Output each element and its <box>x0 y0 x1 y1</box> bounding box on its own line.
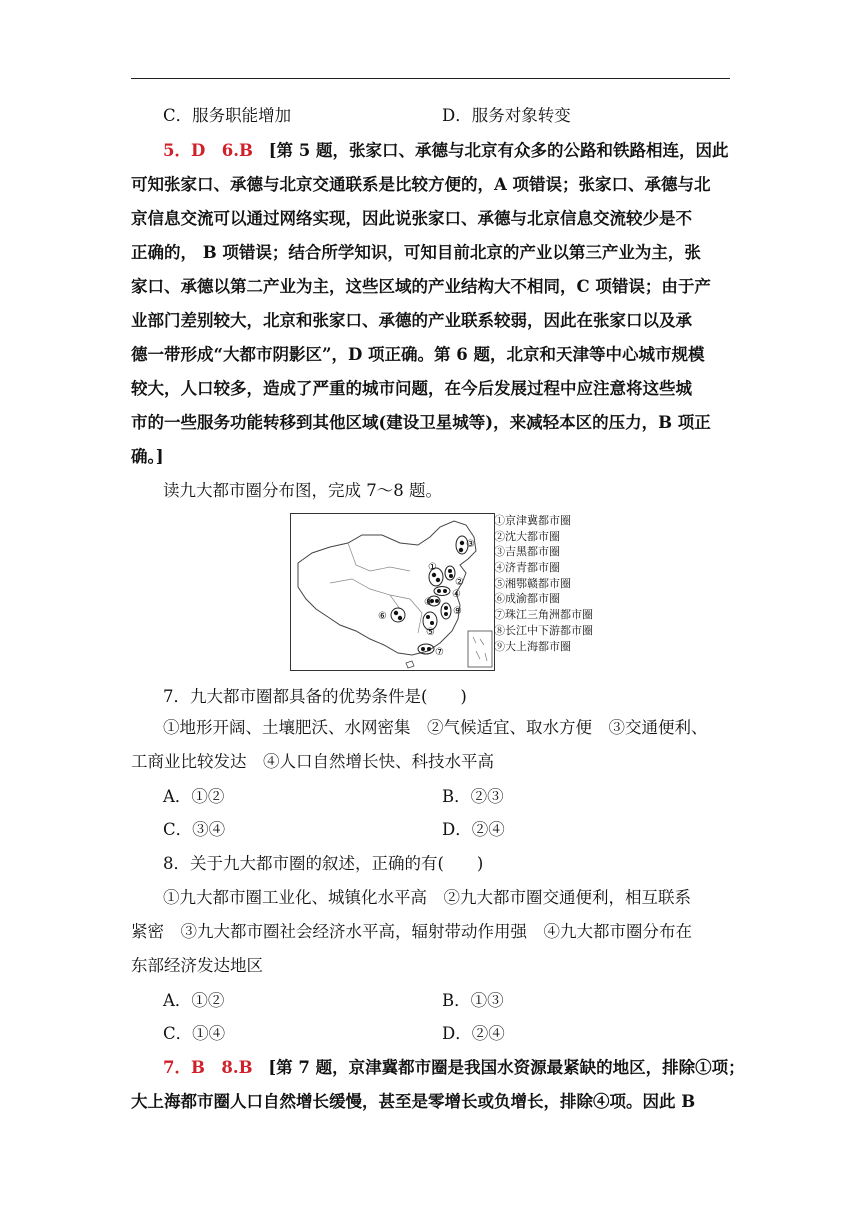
q7-option-b: B．②③ <box>442 787 504 806</box>
answer-5-6-label: 5．D 6.B <box>163 141 253 160</box>
q7-line1: ①地形开阔、土壤肥沃、水网密集 ②气候适宜、取水方便 ③交通便利、 <box>163 718 708 737</box>
marker-6: ⑥ <box>378 611 387 622</box>
answer-5-6-text-5: 业部门差别较大，北京和张家口、承德的产业联系较弱，因此在张家口以及承 <box>131 311 692 330</box>
answer-5-6-text-7: 较大，人口较多，造成了严重的城市问题，在今后发展过程中应注意将这些城 <box>131 379 692 398</box>
marker-3: ③ <box>466 539 475 550</box>
q8-stem: 8．关于九大都市圈的叙述，正确的有( ) <box>163 854 484 873</box>
answer-5-6-text-2: 京信息交流可以通过网络实现，因此说张家口、承德与北京信息交流较少是不 <box>131 209 692 228</box>
q8-line1: ①九大都市圈工业化、城镇化水平高 ②九大都市圈交通便利，相互联系 <box>163 888 691 907</box>
answer-7-8-first-line <box>163 1057 745 1079</box>
q8-line3: 东部经济发达地区 <box>131 956 263 975</box>
answer-5-6-text-4: 家口、承德以第二产业为主，这些区域的产业结构大不相同，C 项错误；由于产 <box>131 277 711 296</box>
option-d: D．服务对象转变 <box>442 106 571 125</box>
answer-7-8-text-1: 大上海都市圈人口自然增长缓慢，甚至是零增长或负增长，排除④项。因此 B <box>131 1092 696 1111</box>
q8-option-a: A．①② <box>163 991 225 1010</box>
answer-5-6-text-9: 确。] <box>131 447 164 466</box>
q8-option-c: C．①④ <box>163 1024 226 1043</box>
q7-option-d: D．②④ <box>442 820 505 839</box>
q7-stem: 7．九大都市圈都具备的优势条件是( ) <box>163 687 467 706</box>
marker-4: ④ <box>452 589 461 600</box>
option-c: C．服务职能增加 <box>163 106 292 125</box>
south-china-sea-inset <box>468 631 492 667</box>
legend-item: ①京津冀都市圈 <box>494 514 571 527</box>
answer-7-8-text-0: [第 7 题，京津冀都市圈是我国水资源最紧缺的地区，排除①项； <box>268 1058 745 1077</box>
map-legend <box>494 513 593 654</box>
legend-item: ②沈大都市圈 <box>494 529 560 543</box>
q8-option-d: D．②④ <box>442 1024 505 1043</box>
marker-9: ⑨ <box>453 606 462 617</box>
header-rule <box>131 78 730 79</box>
legend-item: ④济青都市圈 <box>494 561 560 575</box>
legend-item: ⑤湘鄂赣都市圈 <box>494 576 571 590</box>
marker-7: ⑦ <box>435 647 444 658</box>
q8-option-b: B．①③ <box>442 991 504 1010</box>
legend-item: ⑥成渝都市圈 <box>494 592 560 606</box>
answer-5-6-text-6: 德一带形成“大都市阴影区”，D 项正确。第 6 题，北京和天津等中心城市规模 <box>131 345 705 364</box>
answer-5-6-text-0: [第 5 题，张家口、承德与北京有众多的公路和铁路相连，因此 <box>268 141 729 160</box>
q8-line2: 紧密 ③九大都市圈社会经济水平高，辐射带动作用强 ④九大都市圈分布在 <box>131 922 692 941</box>
marker-2: ② <box>455 577 464 588</box>
answer-5-6-text-1: 可知张家口、承德与北京交通联系是比较方便的，A 项错误；张家口、承德与北 <box>131 175 711 194</box>
answer-5-6-text-8: 市的一些服务功能转移到其他区域(建设卫星城等)，来减轻本区的压力，B 项正 <box>131 413 711 432</box>
legend-item: ③吉黑都市圈 <box>494 545 560 559</box>
china-map <box>290 513 495 671</box>
answer-5-6-text-3: 正确的， B 项错误；结合所学知识，可知目前北京的产业以第三产业为主，张 <box>131 243 701 262</box>
marker-5: ⑤ <box>426 627 435 638</box>
answer-7-8-label: 7．B 8.B <box>163 1058 253 1077</box>
legend-item: ⑧长江中下游都市圈 <box>494 623 593 637</box>
q7-option-a: A．①② <box>163 787 225 806</box>
legend-item: ⑦珠江三角洲都市圈 <box>494 608 593 622</box>
map-intro: 读九大都市圈分布图，完成 7～8 题。 <box>163 481 442 500</box>
marker-1: ① <box>428 562 437 573</box>
legend-item: ⑨大上海都市圈 <box>494 639 571 653</box>
answer-5-6-first-line <box>163 140 729 162</box>
q7-line2: 工商业比较发达 ④人口自然增长快、科技水平高 <box>131 752 494 771</box>
marker-8: ⑧ <box>424 597 433 608</box>
q7-option-c: C．③④ <box>163 820 226 839</box>
